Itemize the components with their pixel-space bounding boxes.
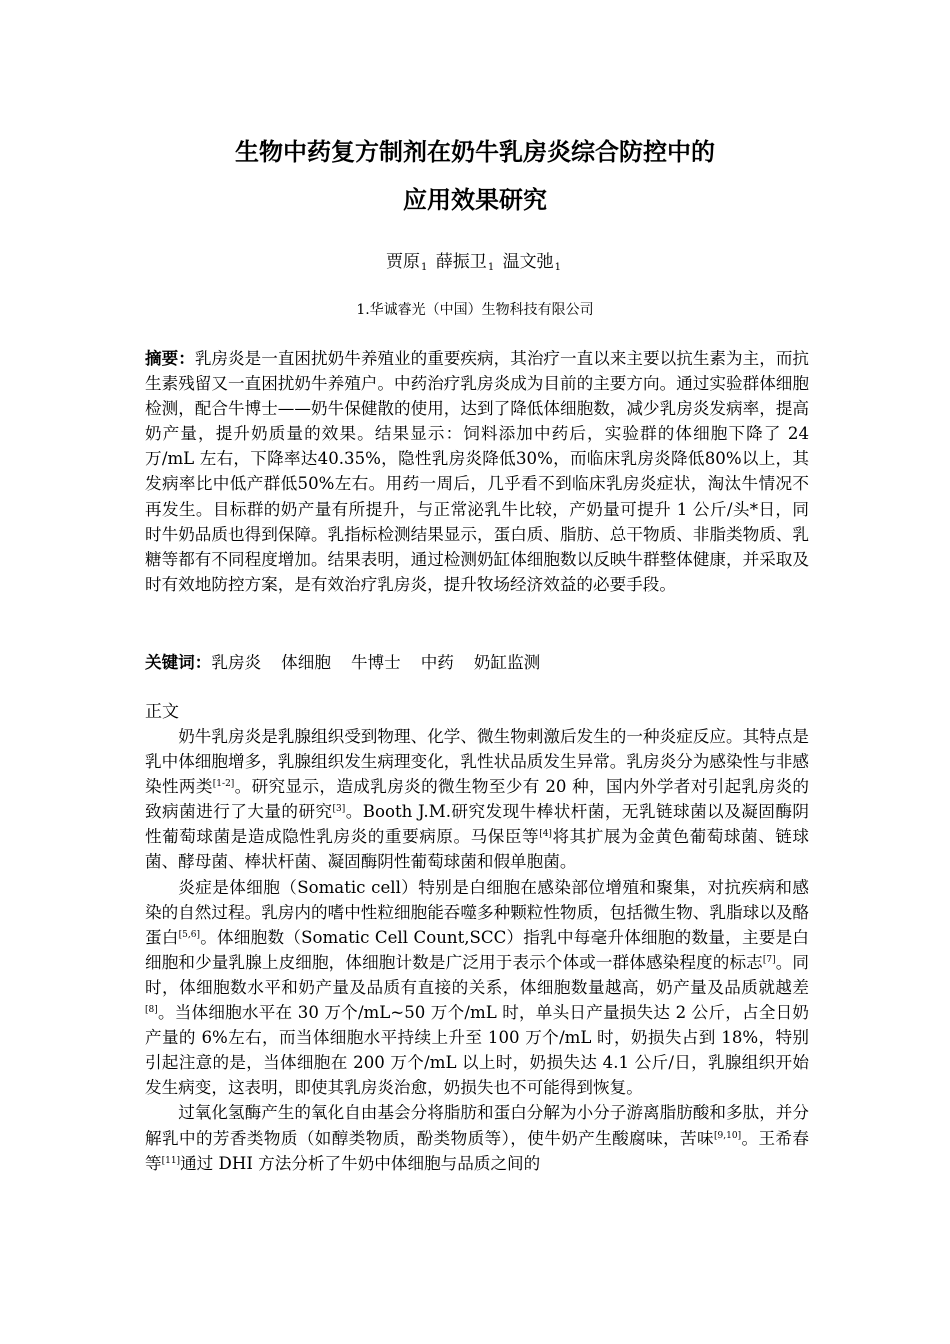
body-paragraph-1 — [145, 724, 809, 875]
body-sentence: 通过 DHI 方法分析了牛奶中体细胞与品质之间的 — [180, 1153, 541, 1173]
body-sentence: 过氧化氢酶产生的氧化自由基会分将脂肪和蛋白分解为小分子游离脂肪酸和多肽，并分解乳中的芳香类物质（如醇类物质，酚类物质等），使牛奶产生酸腐味，苦味 — [145, 1103, 809, 1148]
citation-ref: [5,6] — [178, 929, 200, 940]
body-sentence: 。同时，体细胞数水平和奶产量及品质有直接的关系，体细胞数量越高，奶产量及品质就越差 — [145, 952, 810, 997]
keyword: 乳房炎 — [211, 653, 262, 672]
affiliation: 1.华诚睿光（中国）生物科技有限公司 — [356, 302, 594, 318]
body-text — [145, 724, 809, 1176]
body-sentence: 将其扩展为金黄色葡萄球菌、链球菌、酵母菌、棒状杆菌、凝固酶阴性葡萄球菌和假单胞菌。 — [145, 827, 810, 872]
abstract — [145, 346, 809, 597]
citation-ref: [11] — [161, 1155, 181, 1166]
keyword: 体细胞 — [281, 653, 331, 672]
author-list — [0, 250, 950, 280]
keywords-label: 关键词： — [145, 653, 212, 672]
author-affiliation-mark: 1 — [487, 262, 495, 273]
citation-ref: [1-2] — [212, 779, 235, 790]
author-name: 温文弛 — [502, 252, 554, 272]
author-affiliation-mark: 1 — [421, 262, 428, 273]
paper-title-line-2: 应用效果研究 — [403, 186, 547, 214]
citation-ref: [4] — [539, 829, 552, 840]
author-affiliation-mark: 1 — [554, 262, 561, 273]
body-sentence: 。体细胞数（Somatic Cell Count,SCC）指乳中每毫升体细胞的数量，主要是白细胞和少量乳腺上皮细胞，体细胞计数是广泛用于表示个体或一群体感染程度的标志 — [145, 927, 809, 972]
abstract-text: 乳房炎是一直困扰奶牛养殖业的重要疾病，其治疗一直以来主要以抗生素为主，而抗生素残留又一直困扰奶牛养殖户。中药治疗乳房炎成为目前的主要方向。通过实验群体细胞检测，配合牛博士——奶牛保健散的使用，达到了降低体细胞数，减少乳房炎发病率，提高奶产量，提升奶质量的效果。结果显示：饲料添加中药后，实验群的体细胞下降了 24 万/mL 左右，下降率达40.35%，隐性乳房炎降低30%，而临床乳房炎降低80%以上，其发病率比中低产群低50%左右。用药一周后，几乎看不到临床乳房炎症状，淘汰牛情况不再发生。目标群的奶产量有所提升，与正常泌乳牛比较，产奶量可提升 1 公斤/头*日，同时牛奶品质也得到保障。乳指标检测结果显示，蛋白质、脂肪、总干物质、非脂类物质、乳糖等都有不同程度增加。结果表明，通过检测奶缸体细胞数以反映牛群整体健康，并采取及时有效地防控方案，是有效治疗乳房炎，提升牧场经济效益的必要手段。 — [145, 349, 810, 594]
keywords — [145, 651, 809, 675]
body-paragraph-3 — [145, 1100, 809, 1175]
citation-ref: [7] — [762, 954, 776, 965]
section-heading: 正文 — [145, 702, 179, 722]
abstract-label: 摘要： — [145, 349, 195, 368]
citation-ref: [3] — [332, 804, 346, 815]
keyword: 奶缸监测 — [473, 653, 541, 672]
citation-ref: [9,10] — [714, 1130, 742, 1141]
body-sentence: 炎症是体细胞（Somatic cell）特别是白细胞在感染部位增殖和聚集，对抗疾病和感染的自然过程。乳房内的嗜中性粒细胞能吞噬多种颗粒性物质，包括微生物、乳脂球以及酪蛋白 — [145, 877, 809, 947]
author-name: 薛振卫 — [435, 252, 487, 272]
keyword: 中药 — [420, 653, 454, 672]
paper-title-line-1: 生物中药复方制剂在奶牛乳房炎综合防控中的 — [235, 138, 715, 166]
keyword: 牛博士 — [350, 653, 401, 672]
body-sentence: 。Booth J.M.研究发现牛棒状杆菌，无乳链球菌以及凝固酶阴性葡萄球菌是造成隐性乳房炎的重要病原。马保臣等 — [145, 802, 809, 847]
body-sentence: 奶牛乳房炎是乳腺组织受到物理、化学、微生物刺激后发生的一种炎症反应。其特点是乳中体细胞增多，乳腺组织发生病理变化，乳性状品质发生异常。乳房炎分为感染性与非感染性两类 — [145, 727, 809, 797]
body-sentence: 。当体细胞水平在 30 万个/mL~50 万个/mL 时，单头日产量损失达 2 公斤，占全日奶产量的 6%左右，而当体细胞水平持续上升至 100 万个/mL 时，奶损失占到 18%，特别引起注意的是，当体细胞在 200 万个/mL 以上时，奶损失达 4.1 公斤/日，乳腺组织开始发生病变，这表明，即使其乳房炎治愈，奶损失也不可能得到恢复。 — [145, 1003, 809, 1098]
author-name: 贾原 — [386, 252, 421, 272]
body-sentence: 。王希春等 — [145, 1128, 809, 1173]
body-sentence: 。研究显示，造成乳房炎的微生物至少有 20 种，国内外学者对引起乳房炎的致病菌进行了大量的研究 — [145, 777, 809, 822]
citation-ref: [8] — [145, 1005, 158, 1016]
body-paragraph-2 — [145, 875, 809, 1101]
